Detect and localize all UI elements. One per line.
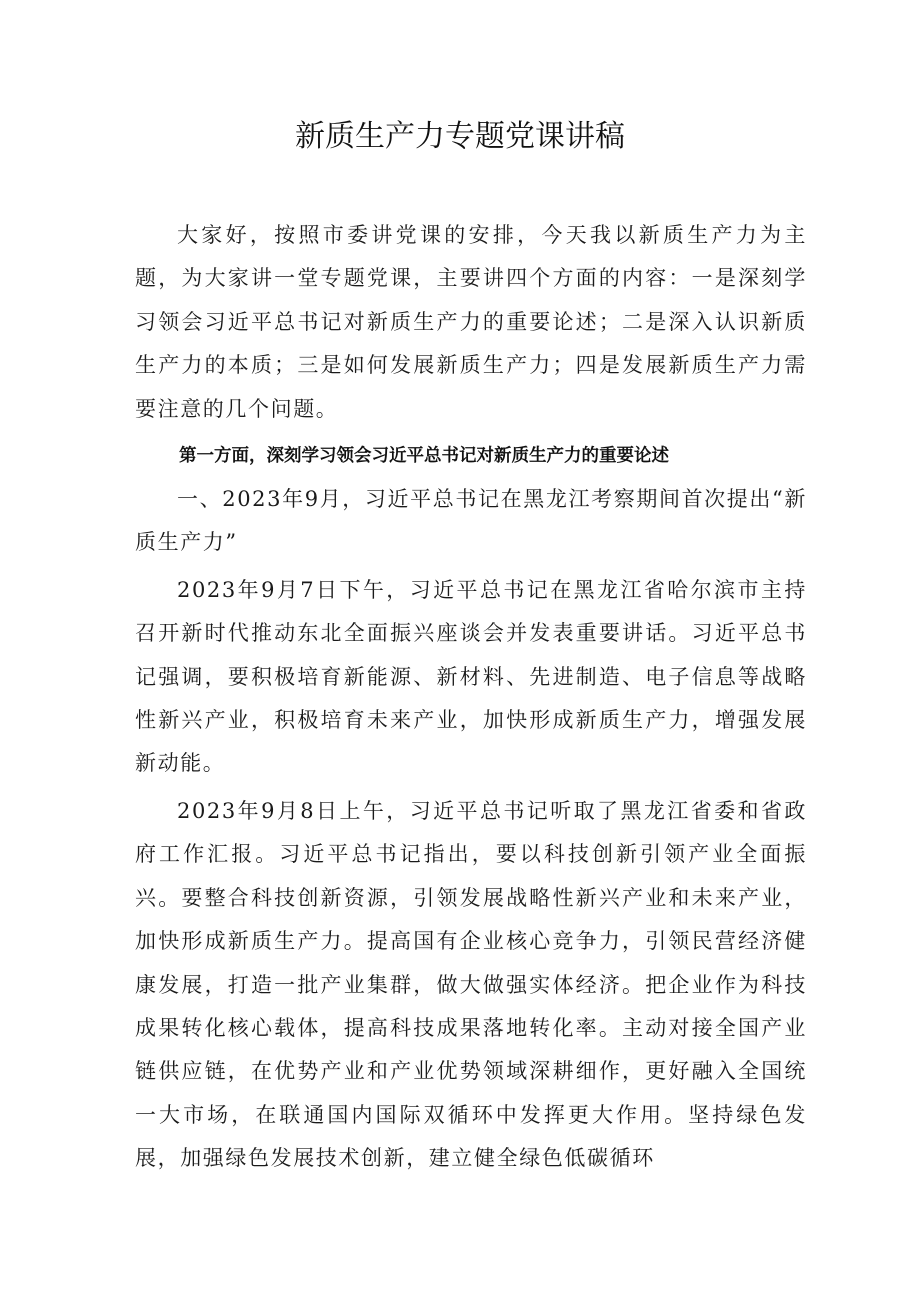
body-paragraph: 2023年9月7日下午，习近平总书记在黑龙江省哈尔滨市主持召开新时代推动东北全面振兴座谈会并发表重要讲话。习近平总书记强调，要积极培育新能源、新材料、先进制造、电子信息等战略性新兴产业，积极培育未来产业，加快形成新质生产力，增强发展新动能。 [135,577,807,776]
document-title: 新质生产力专题党课讲稿 [295,119,625,154]
subsection-heading: 一、2023年9月，习近平总书记在黑龙江考察期间首次提出“新质生产力” [135,487,807,555]
body-paragraph: 2023年9月8日上午，习近平总书记听取了黑龙江省委和省政府工作汇报。习近平总书记指出，要以科技创新引领产业全面振兴。要整合科技创新资源，引领发展战略性新兴产业和未来产业，加快形成新质生产力。提高国有企业核心竞争力，引领民营经济健康发展，打造一批产业集群，做大做强实体经济。把企业作为科技成果转化核心载体，提高科技成果落地转化率。主动对接全国产业链供应链，在优势产业和产业优势领域深耕细作，更好融入全国统一大市场，在联通国内国际双循环中发挥更大作用。坚持绿色发展，加强绿色发展技术创新，建立健全绿色低碳循环 [135,798,807,1171]
section-heading: 第一方面，深刻学习领会习近平总书记对新质生产力的重要论述 [179,446,669,467]
intro-paragraph: 大家好，按照市委讲党课的安排，今天我以新质生产力为主题，为大家讲一堂专题党课，主要讲四个方面的内容：一是深刻学习领会习近平总书记对新质生产力的重要论述；二是深入认识新质生产力的本质；三是如何发展新质生产力；四是发展新质生产力需要注意的几个问题。 [135,223,807,421]
document-body [135,214,807,1181]
